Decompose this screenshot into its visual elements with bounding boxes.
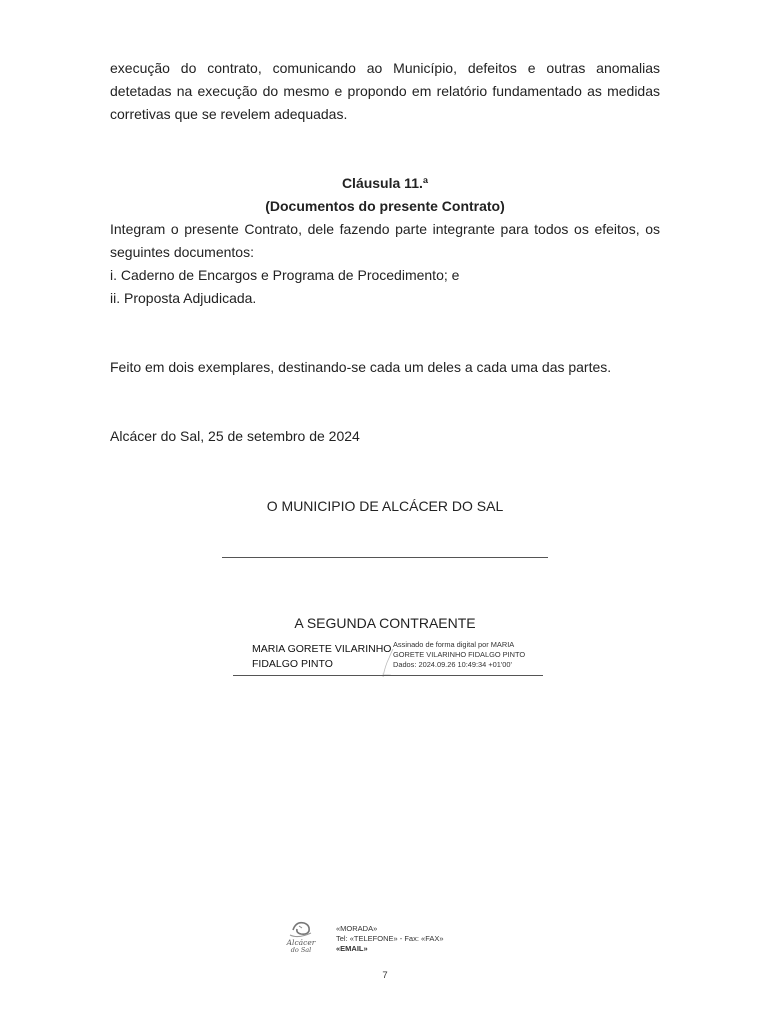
digital-signature	[233, 640, 543, 680]
place-date: Alcácer do Sal, 25 de setembro de 2024	[110, 428, 360, 444]
footer-address: «MORADA»	[336, 924, 378, 933]
footer-phone-fax: Tel: «TELEFONE» - Fax: «FAX»	[336, 934, 444, 943]
signer-name: MARIA GORETE VILARINHO FIDALGO PINTO	[252, 643, 392, 670]
document-item-2: ii. Proposta Adjudicada.	[110, 290, 257, 306]
clause-subtitle: (Documentos do presente Contrato)	[265, 198, 505, 214]
intro-line-1: execução do contrato, comunicando ao Município, defeitos e outras anomalias	[110, 60, 660, 76]
party-2-heading: A SEGUNDA CONTRAENTE	[294, 615, 476, 631]
svg-text:Alcácer: Alcácer	[286, 938, 316, 947]
municipality-logo	[284, 918, 318, 956]
intro-line-3: corretivas que se revelem adequadas.	[110, 106, 348, 122]
alcacer-logo-icon	[284, 918, 318, 956]
intro-line-2: detetadas na execução do mesmo e propondo em relatório fundamentado as medidas	[110, 83, 660, 99]
party-1-heading: O MUNICIPIO DE ALCÁCER DO SAL	[266, 498, 504, 514]
party-2-signature-line	[233, 675, 543, 676]
page-number: 7	[382, 970, 388, 981]
clause-title: Cláusula 11.ª	[341, 175, 429, 191]
signature-details: Assinado de forma digital por MARIA GORETE VILARINHO FIDALGO PINTO Dados: 2024.09.26 10:49:34 +01'00'	[393, 640, 526, 669]
clause-text-line-1: Integram o presente Contrato, dele fazendo parte integrante para todos os efeitos, os	[110, 221, 660, 237]
svg-text:do Sal: do Sal	[290, 946, 312, 954]
footer-contact	[336, 924, 444, 954]
footer-email: «EMAIL»	[336, 944, 368, 953]
clause-text-line-2: seguintes documentos:	[110, 244, 254, 260]
document-item-1: i. Caderno de Encargos e Programa de Procedimento; e	[110, 267, 460, 283]
copies-statement: Feito em dois exemplares, destinando-se cada um deles a cada uma das partes.	[110, 359, 612, 375]
party-1-signature-line	[222, 557, 548, 558]
